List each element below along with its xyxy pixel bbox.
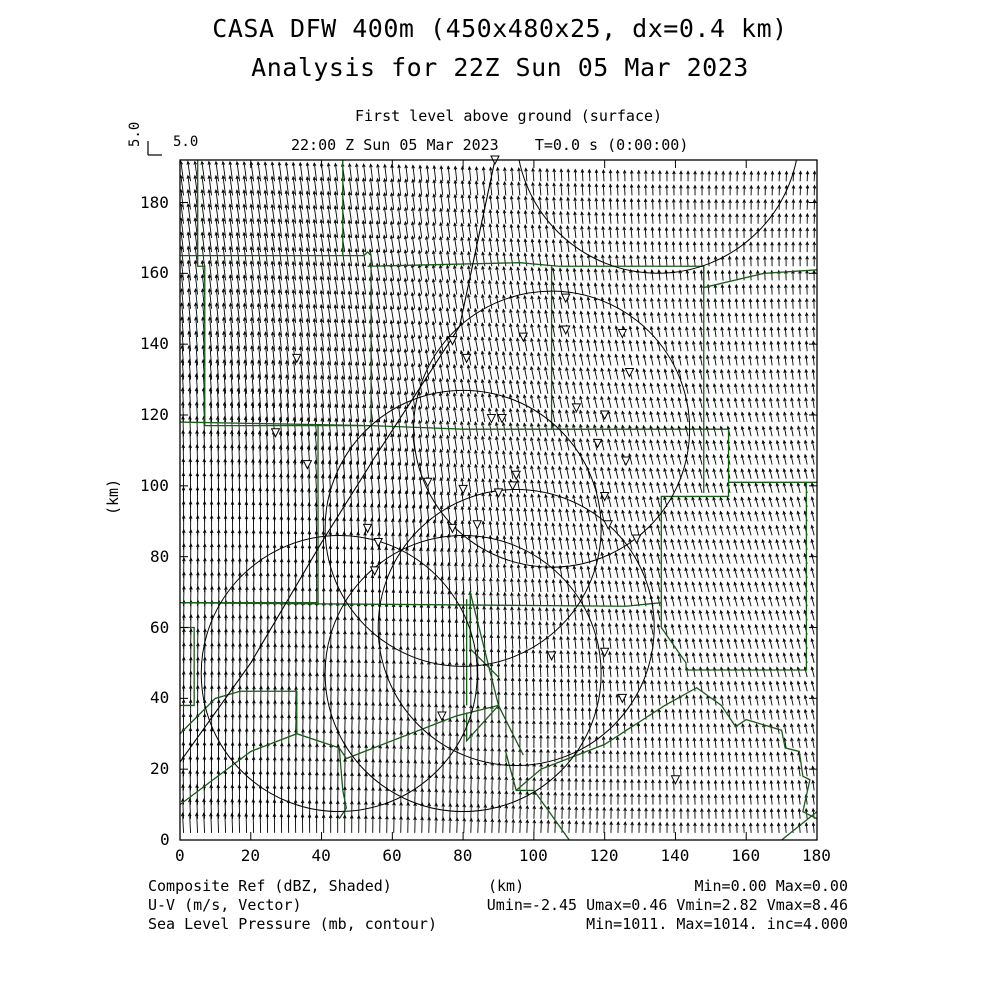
wind-vector — [533, 664, 534, 677]
wind-vector — [442, 591, 443, 606]
wind-vector — [526, 664, 527, 677]
wind-vector — [505, 650, 506, 663]
wind-vector — [456, 606, 457, 621]
wind-vector — [505, 635, 506, 648]
ref-vector-label: 5.0 — [173, 134, 199, 150]
wind-vector — [428, 591, 429, 606]
chart-title-line1: CASA DFW 400m (450x480x25, dx=0.4 km) — [212, 14, 788, 43]
wind-vector — [512, 650, 513, 663]
wind-vector — [491, 635, 492, 649]
level-label: First level above ground (surface) — [355, 107, 663, 125]
wind-vector — [407, 576, 408, 592]
wind-vector — [547, 679, 548, 691]
wind-vector — [442, 605, 443, 620]
wind-vector — [449, 591, 450, 606]
ref-vector-label-vertical: 5.0 — [127, 121, 143, 147]
wind-vector — [386, 561, 387, 578]
wind-vector — [435, 591, 436, 606]
wind-vector — [435, 577, 436, 592]
wind-vector — [421, 591, 422, 607]
wind-vector — [449, 606, 450, 621]
chart-title-line2: Analysis for 22Z Sun 05 Mar 2023 — [251, 53, 749, 82]
wind-vector — [442, 577, 443, 592]
wind-vector — [484, 621, 485, 635]
wind-vector-field — [180, 162, 816, 833]
wind-vector — [428, 562, 429, 577]
time-label: 22:00 Z Sun 05 Mar 2023 T=0.0 s (0:00:00) — [291, 136, 689, 154]
wind-vector — [463, 620, 464, 635]
wind-vector — [456, 592, 457, 607]
wind-vector — [498, 635, 499, 649]
wind-vector — [519, 650, 520, 663]
wind-vector — [400, 576, 401, 592]
